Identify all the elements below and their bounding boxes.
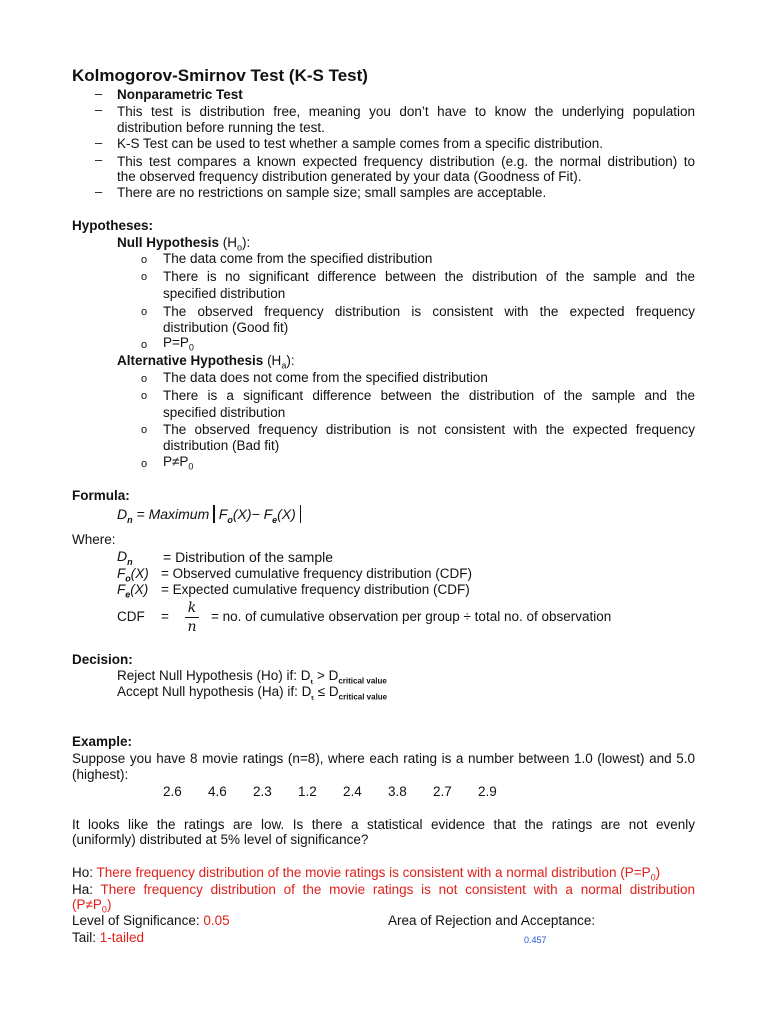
rating-value: 2.6: [163, 784, 182, 799]
example-text-cont: (highest):: [72, 767, 129, 782]
abs-bar-left: [213, 505, 215, 523]
where-fo-desc: = Observed cumulative frequency distribution (CDF): [161, 566, 473, 581]
alt-hypothesis-label: [117, 353, 295, 371]
example-text: Suppose you have 8 movie ratings (n=8), where each rating is a number between 1.0 (lowest) and 5.0: [72, 751, 695, 766]
null-item-cont: specified distribution: [163, 286, 286, 301]
rating-value: 1.2: [298, 784, 317, 799]
dash-bullet: –: [95, 86, 103, 101]
rating-value: 3.8: [388, 784, 407, 799]
dash-bullet: –: [95, 135, 103, 150]
bullet-distribution-free: This test is distribution free, meaning you don’t have to know the underlying population: [117, 104, 695, 119]
null-item-p-equals: $P=P_0$: [163, 335, 194, 353]
circle-bullet: o: [141, 306, 148, 318]
null-item-cont: distribution (Good fit): [163, 320, 289, 335]
example-heading: Example:: [72, 734, 133, 749]
where-fo-symbol: $F_o(X)$: [117, 566, 149, 584]
null-item: The observed frequency distribution is consistent with the expected frequency: [163, 304, 695, 319]
cdf-denominator: n: [187, 619, 197, 635]
cdf-numerator: k: [187, 600, 197, 616]
decision-reject: Reject Null Hypothesis (Ho) if: $D_{_t} > D_{critical value}$: [117, 668, 387, 686]
alt-hypothesis-title: Alternative Hypothesis: [117, 353, 264, 368]
alt-item-cont: specified distribution: [163, 405, 286, 420]
alt-item: There is a significant difference between the distribution of the sample and the: [163, 388, 695, 403]
dash-bullet: –: [95, 102, 103, 117]
hypotheses-heading: Hypotheses:: [72, 218, 154, 233]
where-dn-symbol: $D_n$: [117, 548, 133, 567]
question-text: It looks like the ratings are low. Is there a statistical evidence that the ratings are not evenly: [72, 817, 695, 832]
alt-item: The data does not come from the specified distribution: [163, 370, 488, 385]
rating-value: 2.7: [433, 784, 452, 799]
where-label: Where:: [72, 532, 116, 547]
page-title: Kolmogorov-Smirnov Test (K-S Test): [72, 66, 368, 85]
where-fe-symbol: $F_e(X)$: [117, 582, 149, 600]
decision-heading: Decision:: [72, 652, 133, 667]
bullet-compares: This test compares a known expected frequency distribution (e.g. the normal distribution) to: [117, 154, 695, 169]
cdf-fraction: [180, 600, 204, 635]
cdf-label: CDF: [117, 609, 145, 624]
level-of-significance: Level of Significance: 0.05: [72, 913, 230, 928]
alt-item-cont: distribution (Bad fit): [163, 438, 280, 453]
bullet-distribution-free-cont: distribution before running the test.: [117, 120, 325, 135]
formula-expression: $D_n$ = Maximum $F_o(X)- F_e(X)$: [117, 505, 305, 525]
bullet-sample-size: There are no restrictions on sample size; small samples are acceptable.: [117, 185, 547, 200]
example-ha-cont: $(P\ne P_0)$: [72, 897, 112, 915]
bullet-nonparametric: Nonparametric Test: [117, 87, 243, 102]
formula-heading: Formula:: [72, 488, 130, 503]
cdf-desc: = no. of cumulative observation per group ÷ total no. of observation: [211, 609, 612, 624]
where-fe-desc: = Expected cumulative frequency distribution (CDF): [161, 582, 470, 597]
alt-item-p-not-equal: $P\ne P_0$: [163, 454, 194, 472]
abs-bar-right: [300, 505, 302, 523]
alt-item: The observed frequency distribution is not consistent with the expected frequency: [163, 422, 695, 437]
null-item: The data come from the specified distribution: [163, 251, 433, 266]
alt-hypothesis-symbol: $(H_a)$:: [267, 353, 295, 371]
null-hypothesis-symbol: $(H_o)$:: [222, 235, 251, 253]
rating-value: 4.6: [208, 784, 227, 799]
circle-bullet: o: [141, 373, 148, 385]
circle-bullet: o: [141, 390, 148, 402]
rating-value: 2.4: [343, 784, 362, 799]
circle-bullet: o: [141, 458, 148, 470]
area-value: 0.457: [524, 935, 547, 945]
circle-bullet: o: [141, 254, 148, 266]
rating-value: 2.3: [253, 784, 272, 799]
circle-bullet: o: [141, 424, 148, 436]
circle-bullet: o: [141, 339, 148, 351]
decision-accept: Accept Null hypothesis (Ha) if: $D_{_t} \le D_{critical value}$: [117, 684, 388, 702]
fraction-bar: [185, 617, 199, 618]
null-item: There is no significant difference between the distribution of the sample and the: [163, 269, 695, 284]
cdf-equals: =: [161, 609, 169, 624]
bullet-compares-cont: the observed frequency distribution generated by your data (Goodness of Fit).: [117, 169, 582, 184]
example-ha: Ha: There frequency distribution of the movie ratings is not consistent with a normal distribution: [72, 882, 695, 897]
tail-type: Tail: 1-tailed: [72, 930, 145, 945]
where-dn-desc: = Distribution of the sample: [163, 549, 334, 565]
area-label: Area of Rejection and Acceptance:: [388, 913, 596, 928]
dash-bullet: –: [95, 152, 103, 167]
bullet-ks-usage: K-S Test can be used to test whether a sample comes from a specific distribution.: [117, 136, 603, 151]
question-text-cont: (uniformly) distributed at 5% level of significance?: [72, 832, 369, 847]
example-ho: Ho: There frequency distribution of the movie ratings is consistent with a normal distribution $(P=P_0)$: [72, 865, 661, 883]
dash-bullet: –: [95, 184, 103, 199]
rating-value: 2.9: [478, 784, 497, 799]
circle-bullet: o: [141, 271, 148, 283]
null-hypothesis-title: Null Hypothesis: [117, 235, 220, 250]
